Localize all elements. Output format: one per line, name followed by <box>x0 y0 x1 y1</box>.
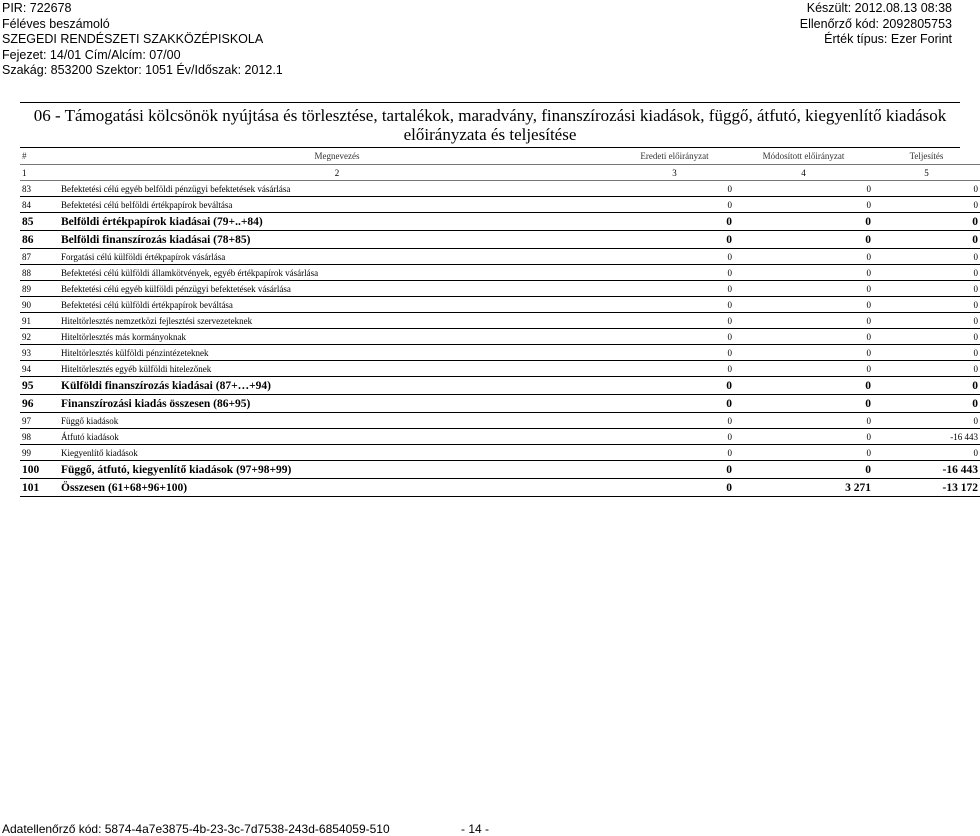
table-row-subtotal <box>20 213 980 231</box>
table-row-subtotal <box>20 377 980 395</box>
row-name: Befektetési célú külföldi értékpapírok beváltása <box>59 297 615 313</box>
table-row <box>20 249 980 265</box>
table-row <box>20 413 980 429</box>
checksum-code: Ellenőrző kód: 2092805753 <box>799 16 952 31</box>
row-name: Belföldi értékpapírok kiadásai (79+..+84) <box>59 213 615 231</box>
row-modified: 0 <box>734 361 873 377</box>
table-row-subtotal <box>20 231 980 249</box>
row-number: 94 <box>20 361 59 377</box>
created-timestamp: Készült: 2012.08.13 08:38 <box>806 1 952 15</box>
row-actual: 0 <box>873 313 980 329</box>
row-number: 89 <box>20 281 59 297</box>
row-modified: 0 <box>734 213 873 231</box>
row-original: 0 <box>615 181 734 197</box>
value-type: Érték típus: Ezer Forint <box>824 32 952 46</box>
row-number: 84 <box>20 197 59 213</box>
row-modified: 0 <box>734 413 873 429</box>
row-number: 100 <box>20 461 59 479</box>
row-modified: 0 <box>734 297 873 313</box>
row-name: Befektetési célú belföldi értékpapírok beváltása <box>59 197 615 213</box>
table-row-subtotal <box>20 461 980 479</box>
row-original: 0 <box>615 377 734 395</box>
row-name: Külföldi finanszírozás kiadásai (87+…+94) <box>59 377 615 395</box>
row-modified: 0 <box>734 197 873 213</box>
table-row <box>20 361 980 377</box>
row-actual: 0 <box>873 377 980 395</box>
row-actual: 0 <box>873 361 980 377</box>
row-modified: 3 271 <box>734 479 873 497</box>
row-name: Kiegyenlítő kiadások <box>59 445 615 461</box>
row-actual: 0 <box>873 445 980 461</box>
table-row <box>20 197 980 213</box>
row-actual: 0 <box>873 213 980 231</box>
row-name: Befektetési célú egyéb külföldi pénzügyi befektetések vásárlása <box>59 281 615 297</box>
table-row <box>20 329 980 345</box>
row-number: 90 <box>20 297 59 313</box>
row-modified: 0 <box>734 329 873 345</box>
table-row-subtotal <box>20 479 980 497</box>
column-number-5: 5 <box>873 165 980 181</box>
row-name: Finanszírozási kiadás összesen (86+95) <box>59 395 615 413</box>
table-row <box>20 281 980 297</box>
row-modified: 0 <box>734 313 873 329</box>
report-section <box>20 102 978 497</box>
row-number: 92 <box>20 329 59 345</box>
chapter-info: Fejezet: 14/01 Cím/Alcím: 07/00 <box>2 47 181 62</box>
row-number: 85 <box>20 213 59 231</box>
row-name: Függő kiadások <box>59 413 615 429</box>
row-actual: 0 <box>873 231 980 249</box>
row-number: 99 <box>20 445 59 461</box>
row-name: Hiteltörlesztés nemzetközi fejlesztési szervezeteknek <box>59 313 615 329</box>
row-original: 0 <box>615 413 734 429</box>
row-actual: 0 <box>873 265 980 281</box>
row-name: Hiteltörlesztés más kormányoknak <box>59 329 615 345</box>
row-original: 0 <box>615 361 734 377</box>
column-number-4: 4 <box>734 165 873 181</box>
row-modified: 0 <box>734 429 873 445</box>
row-original: 0 <box>615 395 734 413</box>
row-actual: 0 <box>873 281 980 297</box>
row-modified: 0 <box>734 345 873 361</box>
column-header-actual: Teljesítés <box>873 148 980 165</box>
row-original: 0 <box>615 231 734 249</box>
row-original: 0 <box>615 265 734 281</box>
table-row <box>20 297 980 313</box>
row-number: 97 <box>20 413 59 429</box>
row-actual: 0 <box>873 249 980 265</box>
row-name: Forgatási célú külföldi értékpapírok vásárlása <box>59 249 615 265</box>
column-header-original: Eredeti előirányzat <box>615 148 734 165</box>
pir-label: PIR: 722678 <box>2 1 72 15</box>
row-original: 0 <box>615 329 734 345</box>
row-modified: 0 <box>734 461 873 479</box>
column-number-row <box>20 165 980 181</box>
row-number: 93 <box>20 345 59 361</box>
row-name: Hiteltörlesztés külföldi pénzintézeteknek <box>59 345 615 361</box>
row-original: 0 <box>615 345 734 361</box>
row-number: 96 <box>20 395 59 413</box>
row-name: Belföldi finanszírozás kiadásai (78+85) <box>59 231 615 249</box>
row-actual: 0 <box>873 181 980 197</box>
page-number: - 14 - <box>461 822 490 836</box>
row-original: 0 <box>615 197 734 213</box>
footer-checksum: Adatellenőrző kód: 5874-4a7e3875-4b-23-3c-7d7538-243d-6854059-510 <box>2 822 390 836</box>
row-original: 0 <box>615 479 734 497</box>
row-original: 0 <box>615 461 734 479</box>
column-number-3: 3 <box>615 165 734 181</box>
row-actual: 0 <box>873 345 980 361</box>
row-original: 0 <box>615 281 734 297</box>
column-header-name: Megnevezés <box>59 148 615 165</box>
table-row <box>20 181 980 197</box>
row-name: Függő, átfutó, kiegyenlítő kiadások (97+98+99) <box>59 461 615 479</box>
row-actual: 0 <box>873 197 980 213</box>
table-row <box>20 313 980 329</box>
column-header-number: # <box>20 148 59 165</box>
row-modified: 0 <box>734 265 873 281</box>
report-title: 06 - Támogatási kölcsönök nyújtása és törlesztése, tartalékok, maradvány, finanszírozási kiadások, függő, átfutó, kiegyenlítő kiadások előirányzata és teljesítése <box>20 102 960 148</box>
row-number: 83 <box>20 181 59 197</box>
row-name: Összesen (61+68+96+100) <box>59 479 615 497</box>
table-row-subtotal <box>20 395 980 413</box>
column-number-1: 1 <box>20 165 59 181</box>
institution-name: SZEGEDI RENDÉSZETI SZAKKÖZÉPISKOLA <box>2 32 264 46</box>
row-name: Befektetési célú külföldi államkötvények, egyéb értékpapírok vásárlása <box>59 265 615 281</box>
row-actual: -13 172 <box>873 479 980 497</box>
row-modified: 0 <box>734 281 873 297</box>
table-row <box>20 265 980 281</box>
table-row <box>20 445 980 461</box>
report-type: Féléves beszámoló <box>2 16 110 31</box>
column-header-row <box>20 148 980 165</box>
row-name: Hiteltörlesztés egyéb külföldi hitelezőnek <box>59 361 615 377</box>
column-header-modified: Módosított előirányzat <box>734 148 873 165</box>
row-original: 0 <box>615 249 734 265</box>
row-actual: -16 443 <box>873 429 980 445</box>
row-modified: 0 <box>734 231 873 249</box>
row-actual: 0 <box>873 329 980 345</box>
row-number: 101 <box>20 479 59 497</box>
row-original: 0 <box>615 313 734 329</box>
row-modified: 0 <box>734 181 873 197</box>
row-modified: 0 <box>734 249 873 265</box>
report-table <box>20 148 980 497</box>
header-right <box>800 1 952 48</box>
header-left <box>2 1 283 79</box>
row-actual: 0 <box>873 297 980 313</box>
row-name: Átfutó kiadások <box>59 429 615 445</box>
row-number: 91 <box>20 313 59 329</box>
sector-info: Szakág: 853200 Szektor: 1051 Év/Időszak: 2012.1 <box>2 63 283 77</box>
row-original: 0 <box>615 445 734 461</box>
row-number: 86 <box>20 231 59 249</box>
row-number: 88 <box>20 265 59 281</box>
row-modified: 0 <box>734 395 873 413</box>
row-number: 95 <box>20 377 59 395</box>
row-modified: 0 <box>734 445 873 461</box>
row-modified: 0 <box>734 377 873 395</box>
row-original: 0 <box>615 429 734 445</box>
column-number-2: 2 <box>59 165 615 181</box>
row-actual: 0 <box>873 413 980 429</box>
table-row <box>20 429 980 445</box>
row-actual: 0 <box>873 395 980 413</box>
row-original: 0 <box>615 213 734 231</box>
row-name: Befektetési célú egyéb belföldi pénzügyi befektetések vásárlása <box>59 181 615 197</box>
row-original: 0 <box>615 297 734 313</box>
table-row <box>20 345 980 361</box>
row-actual: -16 443 <box>873 461 980 479</box>
row-number: 98 <box>20 429 59 445</box>
row-number: 87 <box>20 249 59 265</box>
